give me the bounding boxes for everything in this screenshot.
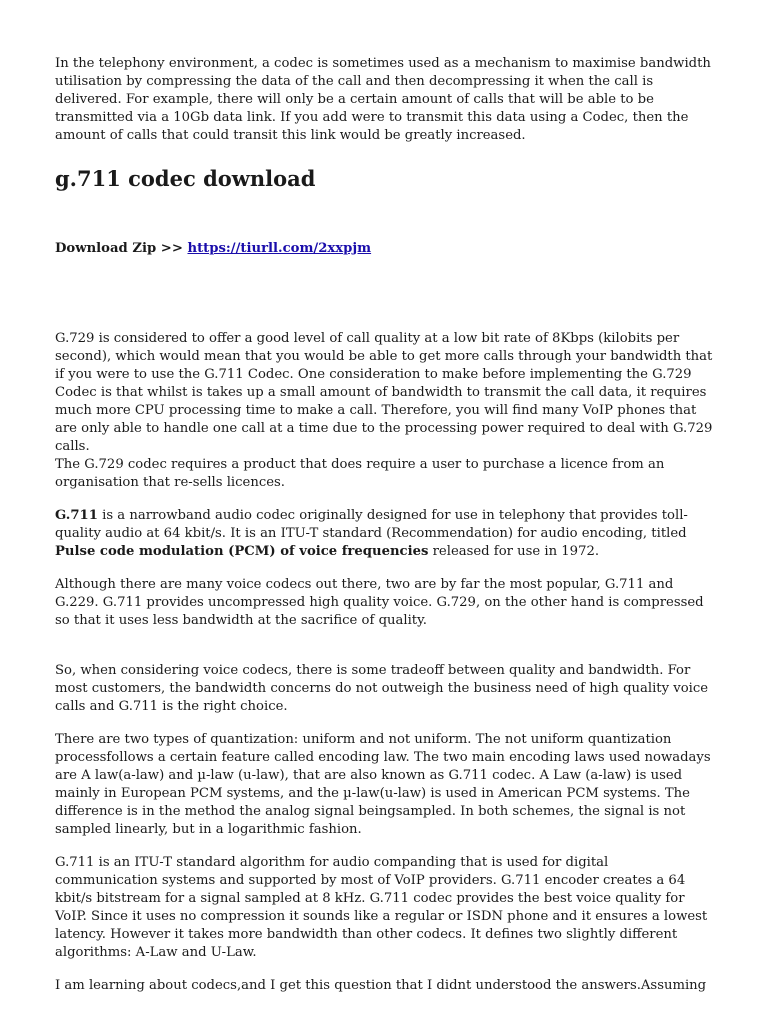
intro-paragraph: In the telephony environment, a codec is sometimes used as a mechanism to maximise bandwidth utilisation by compressing the data of the call and then decompressing it when the call is delivered. For example, there will only be a certain amount of calls that will be able to be transmitted via a 10Gb data link. If you add were to transmit this data using a Codec, then the amount of calls that could transit this link would be greatly increased. — [55, 56, 711, 143]
spacer — [55, 716, 715, 731]
itu-standard-paragraph: G.711 is an ITU-T standard algorithm for audio companding that is used for digital communication systems and supported by most of VoIP providers. G.711 encoder creates a 64 kbit/s bitstream for a signal sampled at 8 kHz. G.711 codec provides the best voice quality for VoIP. Since it uses no compression it sounds like a regular or ISDN phone and it ensures a lowest latency. However it takes more bandwidth than other codecs. It defines two slightly different algorithms: A-Law and U-Law. — [55, 855, 708, 960]
spacer — [55, 258, 715, 330]
learning-paragraph: I am learning about codecs,and I get this question that I didnt understood the answers.Assuming — [55, 978, 707, 993]
g711-standard-title: Pulse code modulation (PCM) of voice frequencies — [55, 544, 429, 559]
tradeoff-paragraph: So, when considering voice codecs, there is some tradeoff between quality and bandwidth. For most customers, the bandwidth concerns do not outweigh the business need of high quality voice calls and G.711 is the right choice. — [55, 663, 709, 714]
page-title: g.711 codec download — [55, 166, 316, 191]
quantization-paragraph: There are two types of quantization: uniform and not uniform. The not uniform quantization processfollows a certain feature called encoding law. The two main encoding laws used nowadays are A law(a-law) and µ-law (u-law), that are also known as G.711 codec. A Law (a-law) is used mainly in European PCM systems, and the µ-law(u-law) is used in American PCM systems. The difference is in the method the analog signal beingsampled. In both schemes, the signal is not sampled linearly, but in a logarithmic fashion. — [55, 732, 711, 837]
download-label: Download Zip >> — [55, 241, 188, 256]
g711-paragraph — [55, 507, 715, 561]
spacer — [55, 561, 715, 576]
spacer — [55, 962, 715, 977]
spacer — [55, 839, 715, 854]
g711-text-1: is a narrowband audio codec originally designed for use in telephony that provides toll-quality audio at 64 kbit/s. It is an ITU-T standard (Recommendation) for audio encoding, titled — [55, 508, 688, 541]
g711-text-2: released for use in 1972. — [428, 544, 600, 559]
g711-term: G.711 — [55, 508, 98, 523]
g729-paragraph: G.729 is considered to offer a good level of call quality at a low bit rate of 8Kbps (kilobits per second), which would mean that you would be able to get more calls through your bandwidth that if you were to use the G.711 Codec. One consideration to make before implementing the G.729 Codec is that whilst is takes up a small amount of bandwidth to transmit the call data, it requires much more CPU processing time to make a call. Therefore, you will find many VoIP phones that are only able to handle one call at a time due to the processing power required to deal with G.729 calls. — [55, 331, 713, 454]
popular-codecs-paragraph: Although there are many voice codecs out there, two are by far the most popular, G.711 and G.229. G.711 provides uncompressed high quality voice. G.729, on the other hand is compressed so that it uses less bandwidth at the sacrifice of quality. — [55, 577, 704, 628]
download-row — [55, 240, 715, 258]
spacer — [55, 630, 715, 662]
download-link[interactable]: https://tiurll.com/2xxpjm — [187, 241, 372, 256]
spacer — [55, 492, 715, 507]
g729-licence-paragraph: The G.729 codec requires a product that does require a user to purchase a licence from an organisation that re-sells licences. — [55, 457, 665, 490]
